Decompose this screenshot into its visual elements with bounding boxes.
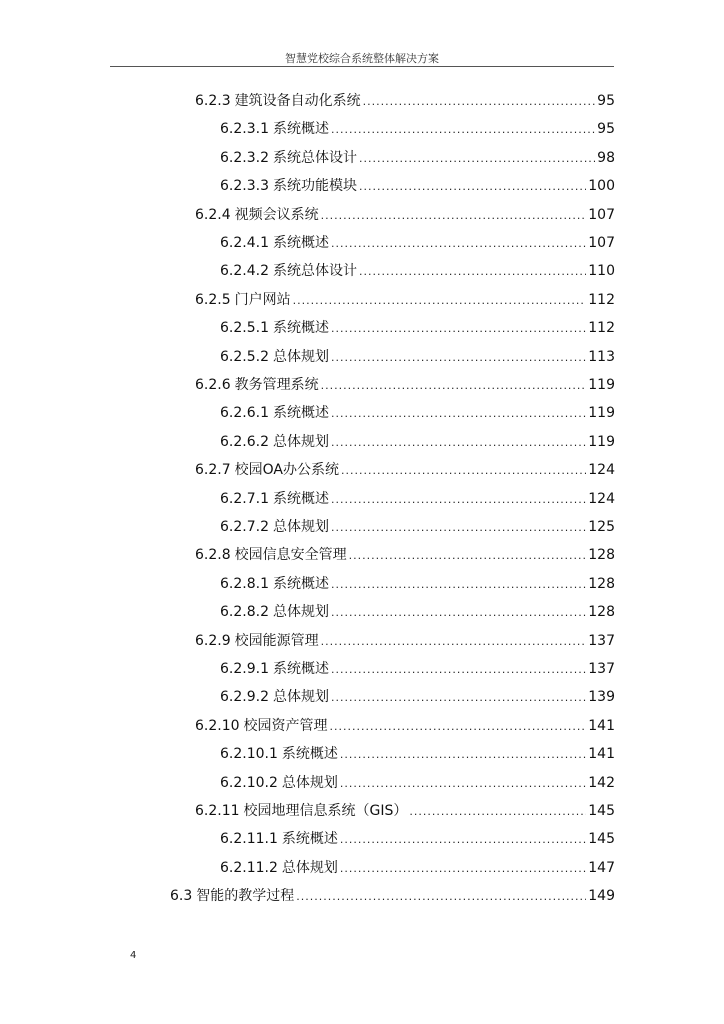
toc-entry-page: 119 <box>588 434 615 450</box>
toc-dot-leader <box>359 265 586 278</box>
toc-entry[interactable] <box>220 488 615 510</box>
toc-entry-title: 校园资产管理 <box>243 718 328 734</box>
toc-entry[interactable] <box>220 317 615 339</box>
toc-dot-leader <box>331 322 586 335</box>
toc-entry-title: 系统概述 <box>281 746 338 762</box>
toc-entry-number: 6.2.5.2 <box>220 349 269 365</box>
toc-dot-leader <box>340 862 586 875</box>
toc-entry[interactable] <box>220 402 615 424</box>
toc-entry-page: 98 <box>597 150 615 166</box>
toc-dot-leader <box>340 833 586 846</box>
toc-entry[interactable] <box>220 658 615 680</box>
toc-entry[interactable] <box>220 431 615 453</box>
toc-entry-title: 视频会议系统 <box>234 207 319 223</box>
toc-entry-number: 6.2.8 <box>195 547 231 563</box>
toc-entry-page: 110 <box>588 263 615 279</box>
toc-entry[interactable] <box>195 289 615 311</box>
toc-entry[interactable] <box>195 374 615 396</box>
toc-entry-page: 141 <box>588 746 615 762</box>
toc-entry-number: 6.2.4 <box>195 207 231 223</box>
toc-entry-page: 112 <box>588 320 615 336</box>
toc-entry-page: 107 <box>588 207 615 223</box>
toc-entry-title: 校园地理信息系统（GIS） <box>243 803 408 819</box>
toc-entry-page: 147 <box>588 860 615 876</box>
toc-entry[interactable] <box>195 204 615 226</box>
toc-entry-number: 6.2.8.1 <box>220 576 269 592</box>
toc-entry-number: 6.2.10.1 <box>220 746 278 762</box>
toc-dot-leader <box>359 180 586 193</box>
toc-entry-number: 6.2.9.2 <box>220 689 269 705</box>
toc-entry-number: 6.2.6.1 <box>220 405 269 421</box>
toc-dot-leader <box>409 805 586 818</box>
toc-entry-number: 6.2.7.1 <box>220 491 269 507</box>
toc-entry-number: 6.2.11.2 <box>220 860 278 876</box>
toc-dot-leader <box>331 691 586 704</box>
toc-entry-title: 系统功能模块 <box>272 178 357 194</box>
toc-entry-title: 系统概述 <box>272 320 329 336</box>
toc-entry[interactable] <box>220 686 615 708</box>
toc-entry-page: 112 <box>588 292 615 308</box>
toc-dot-leader <box>321 635 587 648</box>
toc-entry-number: 6.2.7.2 <box>220 519 269 535</box>
toc-dot-leader <box>331 578 586 591</box>
toc-dot-leader <box>331 407 586 420</box>
toc-entry-number: 6.2.9 <box>195 633 231 649</box>
toc-entry-title: 系统概述 <box>272 576 329 592</box>
toc-entry[interactable] <box>170 885 615 907</box>
toc-entry-number: 6.2.5.1 <box>220 320 269 336</box>
toc-entry-title: 总体规划 <box>272 349 329 365</box>
toc-entry-title: 校园OA办公系统 <box>234 462 339 478</box>
toc-entry-title: 系统概述 <box>272 121 329 137</box>
toc-dot-leader <box>331 521 586 534</box>
toc-entry-number: 6.2.11.1 <box>220 831 278 847</box>
toc-entry-number: 6.2.6.2 <box>220 434 269 450</box>
toc-dot-leader <box>340 777 586 790</box>
toc-entry[interactable] <box>220 772 615 794</box>
toc-entry-page: 128 <box>588 547 615 563</box>
toc-entry[interactable] <box>195 459 615 481</box>
toc-entry[interactable] <box>195 630 615 652</box>
toc-dot-leader <box>331 351 586 364</box>
toc-entry[interactable] <box>220 175 615 197</box>
toc-entry-number: 6.2.6 <box>195 377 231 393</box>
toc-entry-number: 6.2.3 <box>195 93 231 109</box>
toc-dot-leader <box>330 720 587 733</box>
toc-entry[interactable] <box>220 828 615 850</box>
toc-entry-number: 6.2.11 <box>195 803 240 819</box>
toc-entry-title: 总体规划 <box>272 519 329 535</box>
toc-entry-number: 6.2.3.3 <box>220 178 269 194</box>
toc-dot-leader <box>341 464 586 477</box>
toc-entry-page: 128 <box>588 576 615 592</box>
toc-entry-page: 107 <box>588 235 615 251</box>
toc-entry-page: 149 <box>588 888 615 904</box>
toc-entry-page: 128 <box>588 604 615 620</box>
toc-entry[interactable] <box>220 516 615 538</box>
toc-dot-leader <box>340 748 586 761</box>
toc-dot-leader <box>293 294 587 307</box>
toc-entry[interactable] <box>220 260 615 282</box>
page-header-title: 智慧党校综合系统整体解决方案 <box>285 52 439 65</box>
toc-dot-leader <box>331 663 586 676</box>
page-number: 4 <box>130 950 137 961</box>
toc-entry-title: 系统总体设计 <box>272 263 357 279</box>
toc-entry-page: 139 <box>588 689 615 705</box>
toc-entry-number: 6.3 <box>170 888 193 904</box>
toc-entry-page: 124 <box>588 491 615 507</box>
toc-entry-title: 校园信息安全管理 <box>234 547 347 563</box>
toc-entry-number: 6.2.3.1 <box>220 121 269 137</box>
toc-entry-title: 总体规划 <box>272 434 329 450</box>
toc-dot-leader <box>331 493 586 506</box>
toc-entry-title: 建筑设备自动化系统 <box>234 93 361 109</box>
toc-entry[interactable] <box>220 232 615 254</box>
toc-entry-number: 6.2.10.2 <box>220 775 278 791</box>
header-divider <box>110 66 614 67</box>
toc-entry-page: 137 <box>588 661 615 677</box>
toc-dot-leader <box>359 152 595 165</box>
toc-entry-title: 系统概述 <box>272 405 329 421</box>
toc-entry-number: 6.2.7 <box>195 462 231 478</box>
toc-entry-page: 95 <box>597 93 615 109</box>
toc-entry[interactable] <box>220 346 615 368</box>
toc-entry-number: 6.2.8.2 <box>220 604 269 620</box>
toc-entry-page: 113 <box>588 349 615 365</box>
toc-entry-page: 145 <box>588 803 615 819</box>
toc-entry[interactable] <box>195 800 615 822</box>
toc-entry-number: 6.2.10 <box>195 718 240 734</box>
toc-entry-page: 141 <box>588 718 615 734</box>
toc-entry[interactable] <box>195 544 615 566</box>
toc-dot-leader <box>321 379 587 392</box>
toc-entry-number: 6.2.3.2 <box>220 150 269 166</box>
toc-entry[interactable] <box>220 743 615 765</box>
toc-entry-page: 119 <box>588 405 615 421</box>
toc-entry-title: 门户网站 <box>234 292 291 308</box>
toc-dot-leader <box>331 237 586 250</box>
toc-entry-title: 总体规划 <box>281 860 338 876</box>
toc-entry[interactable] <box>220 118 615 140</box>
toc-entry-title: 校园能源管理 <box>234 633 319 649</box>
toc-entry-title: 总体规划 <box>272 689 329 705</box>
toc-entry[interactable] <box>220 601 615 623</box>
toc-entry-title: 系统概述 <box>272 491 329 507</box>
toc-dot-leader <box>331 606 586 619</box>
toc-entry-title: 总体规划 <box>281 775 338 791</box>
toc-entry-number: 6.2.5 <box>195 292 231 308</box>
toc-entry-page: 119 <box>588 377 615 393</box>
toc-entry-title: 智能的教学过程 <box>196 888 295 904</box>
toc-entry[interactable] <box>195 90 615 112</box>
toc-entry-title: 系统概述 <box>281 831 338 847</box>
toc-entry-number: 6.2.4.1 <box>220 235 269 251</box>
toc-dot-leader <box>331 123 595 136</box>
toc-entry-title: 系统概述 <box>272 661 329 677</box>
toc-entry-number: 6.2.4.2 <box>220 263 269 279</box>
toc-entry-page: 137 <box>588 633 615 649</box>
toc-entry[interactable] <box>220 857 615 879</box>
toc-entry-page: 145 <box>588 831 615 847</box>
toc-entry[interactable] <box>220 147 615 169</box>
toc-entry-title: 系统总体设计 <box>272 150 357 166</box>
toc-entry-number: 6.2.9.1 <box>220 661 269 677</box>
toc-entry[interactable] <box>195 715 615 737</box>
toc-entry-page: 125 <box>588 519 615 535</box>
toc-entry[interactable] <box>220 573 615 595</box>
toc-entry-page: 142 <box>588 775 615 791</box>
toc-dot-leader <box>331 436 586 449</box>
toc-entry-page: 95 <box>597 121 615 137</box>
toc-entry-page: 124 <box>588 462 615 478</box>
toc-dot-leader <box>296 890 586 903</box>
toc-dot-leader <box>363 95 596 108</box>
toc-dot-leader <box>321 209 587 222</box>
toc-entry-title: 系统概述 <box>272 235 329 251</box>
toc-entry-page: 100 <box>588 178 615 194</box>
toc-entry-title: 教务管理系统 <box>234 377 319 393</box>
toc-dot-leader <box>349 549 587 562</box>
toc-entry-title: 总体规划 <box>272 604 329 620</box>
